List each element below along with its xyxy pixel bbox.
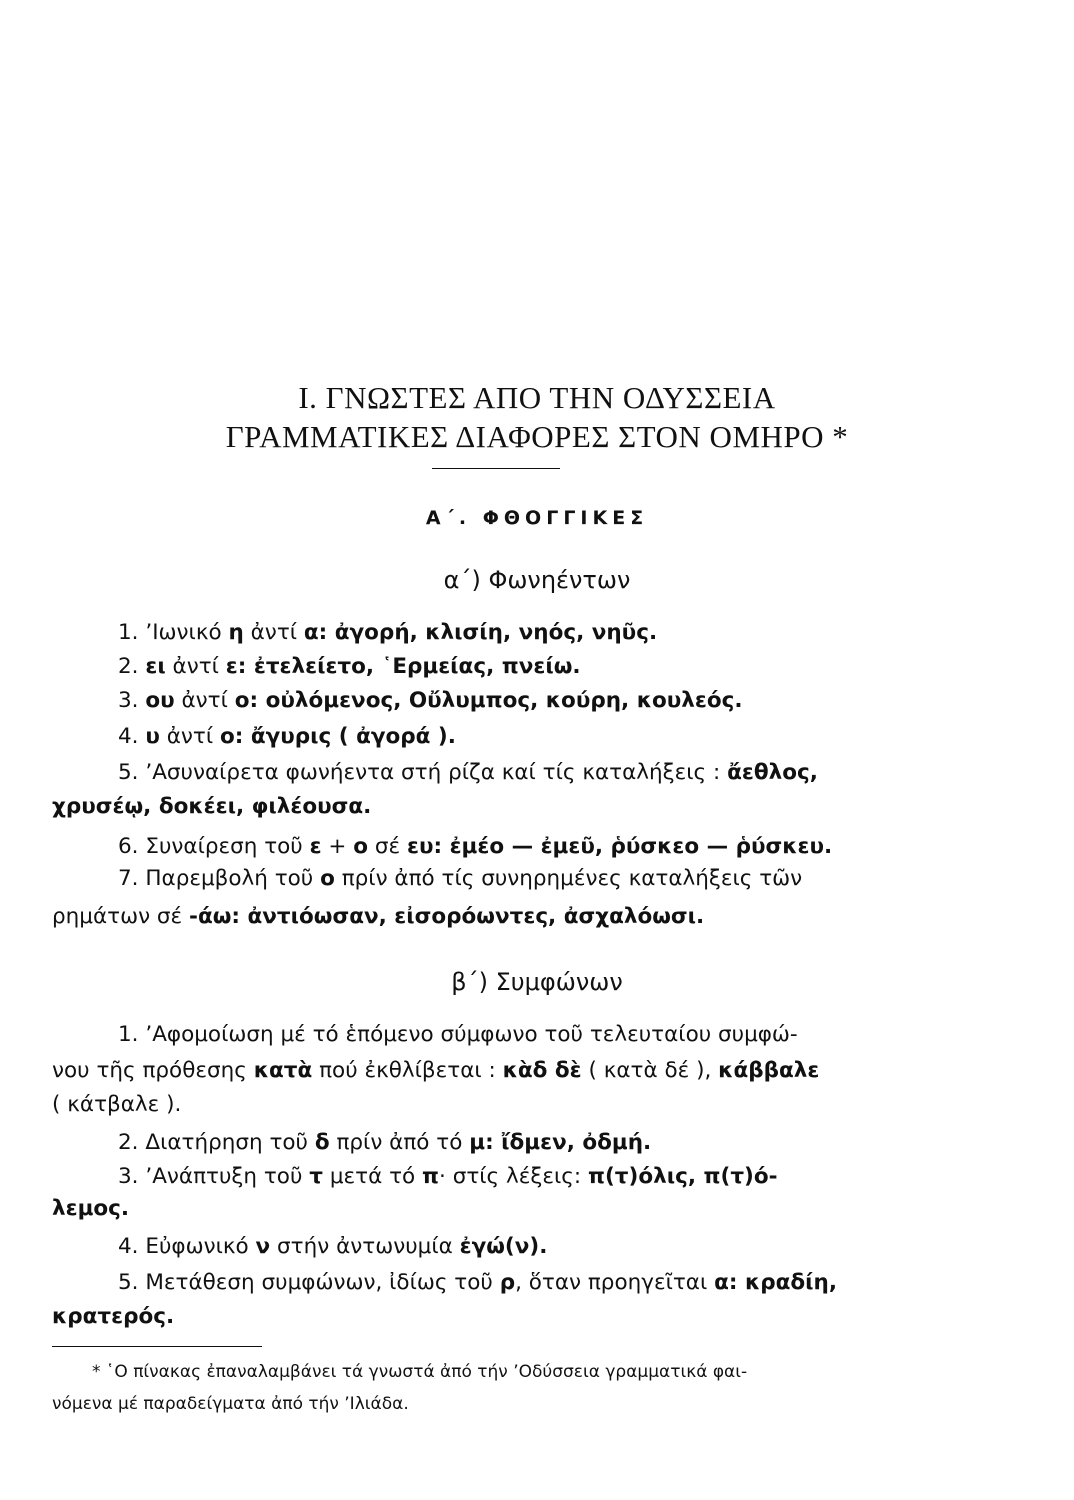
- vowel-item-5: 5. ’Ασυναίρετα φωνήεντα στή ρίζα καί τίς καταλήξεις : ἄεθλος,: [118, 760, 818, 785]
- footnote-divider: [52, 1346, 262, 1347]
- subheading-consonants: β΄) Συμφώνων: [451, 968, 623, 996]
- vowel-item-6: 6. Συναίρεση τοῦ ε + ο σέ ευ: ἐμέο — ἐμεῦ, ῥύσκεο — ῥύσκευ.: [118, 834, 833, 859]
- consonant-item-1: 1. ’Αφομοίωση μέ τό ἑπόμενο σύμφωνο τοῦ τελευταίου συμφώ-: [118, 1022, 798, 1047]
- consonant-item-3-cont: λεμος.: [52, 1196, 130, 1221]
- consonant-item-5-cont: κρατερός.: [52, 1304, 175, 1329]
- consonant-item-5: 5. Μετάθεση συμφώνων, ἰδίως τοῦ ρ, ὅταν προηγεῖται α: κραδίη,: [118, 1270, 838, 1295]
- vowel-item-7-cont: ρημάτων σέ -άω: ἀντιόωσαν, εἰσορόωντες, ἀσχαλόωσι.: [52, 904, 705, 929]
- vowel-item-1: 1. ’Ιωνικό η ἀντί α: ἀγορή, κλισίη, νηός, νηῦς.: [118, 620, 658, 645]
- consonant-item-1-cont: νου τῆς πρόθεσης κατὰ πού ἐκθλίβεται : κὰδ δὲ ( κατὰ δέ ), κάββαλε: [52, 1058, 820, 1083]
- vowel-item-3: 3. ου ἀντί ο: οὐλόμενος, Οὔλυμπος, κούρη, κουλεός.: [118, 688, 743, 713]
- consonant-item-3: 3. ’Ανάπτυξη τοῦ τ μετά τό π· στίς λέξεις: π(τ)όλις, π(τ)ό-: [118, 1164, 778, 1189]
- section-heading: Α΄. ΦΘΟΓΓΙΚΕΣ: [425, 507, 649, 529]
- consonant-item-2: 2. Διατήρηση τοῦ δ πρίν ἀπό τό μ: ἴδμεν, ὀδμή.: [118, 1130, 652, 1155]
- page-title-line-2: ΓΡΑΜΜΑΤΙΚΕΣ ΔΙΑΦΟΡΕΣ ΣΤΟΝ ΟΜΗΡΟ *: [225, 419, 849, 454]
- consonant-item-4: 4. Εὐφωνικό ν στήν ἀντωνυμία ἐγώ(ν).: [118, 1234, 548, 1259]
- footnote-line-2: νόμενα μέ παραδείγματα ἀπό τήν ’Ιλιάδα.: [52, 1394, 409, 1414]
- vowel-item-4: 4. υ ἀντί ο: ἄγυρις ( ἀγορά ).: [118, 724, 456, 749]
- vowel-item-2: 2. ει ἀντί ε: ἐτελείετο, ῾Ερμείας, πνείω.: [118, 654, 581, 679]
- footnote-line-1: * ῾Ο πίνακας ἐπαναλαμβάνει τά γνωστά ἀπό τήν ’Οδύσσεια γραμματικά φαι-: [92, 1362, 748, 1382]
- page-title-line-1: I. ΓΝΩΣΤΕΣ ΑΠΟ ΤΗΝ ΟΔΥΣΣΕΙΑ: [298, 380, 776, 415]
- vowel-item-5-cont: χρυσέῳ, δοκέει, φιλέουσα.: [52, 794, 372, 819]
- consonant-item-1-cont-2: ( κάτβαλε ).: [52, 1092, 182, 1117]
- title-divider: [432, 468, 560, 469]
- subheading-vowels: α΄) Φωνηέντων: [443, 566, 631, 594]
- vowel-item-7: 7. Παρεμβολή τοῦ ο πρίν ἀπό τίς συνηρημένες καταλήξεις τῶν: [118, 866, 803, 891]
